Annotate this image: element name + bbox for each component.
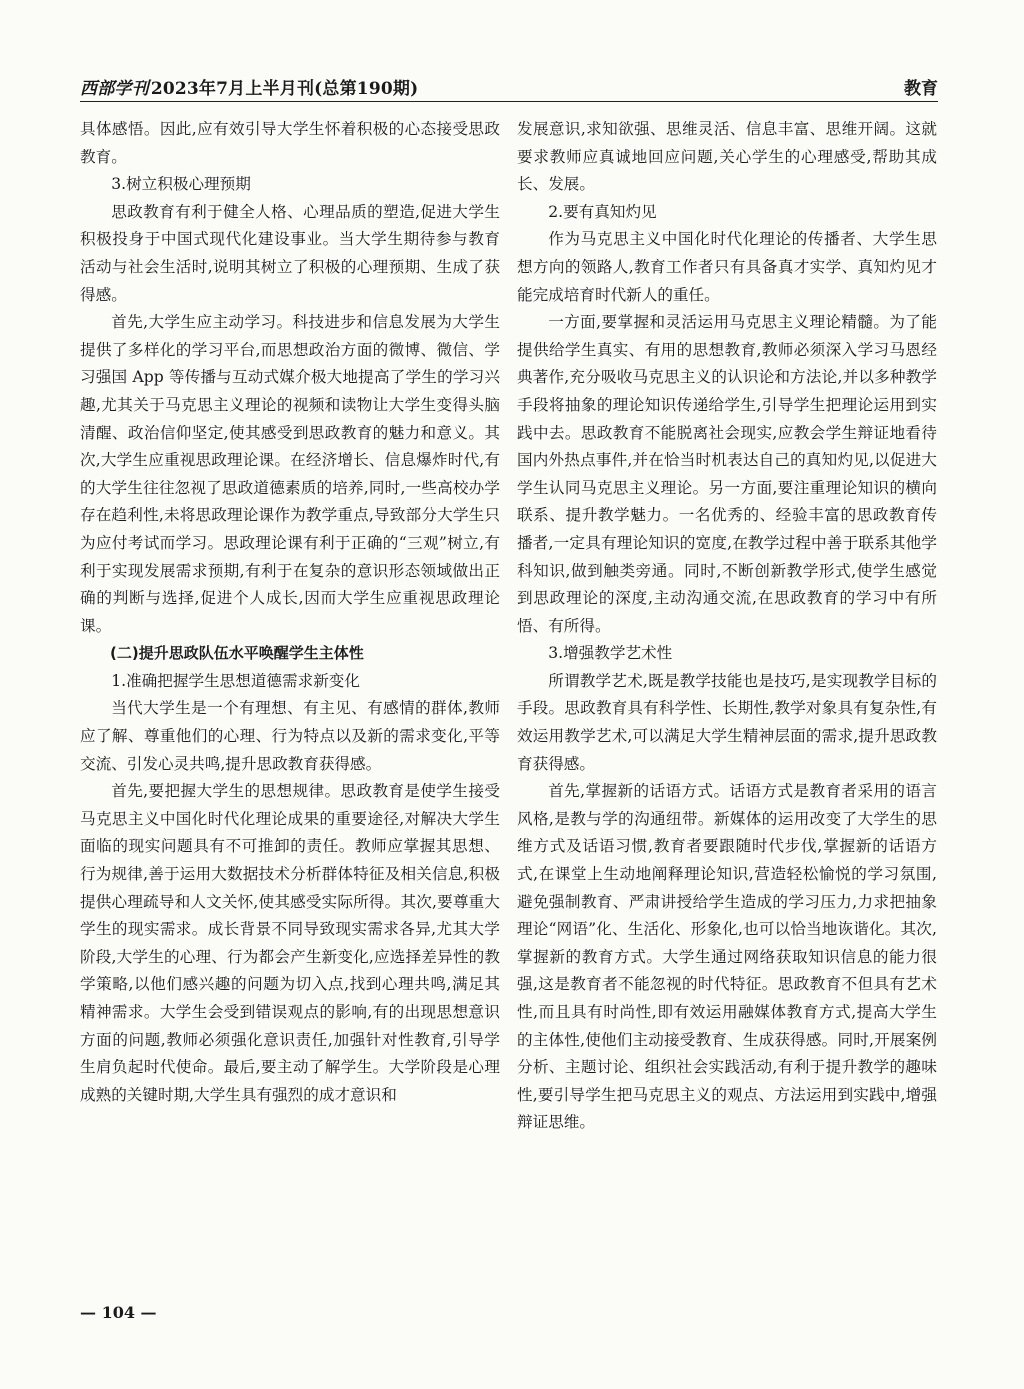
page-number: — 104 —	[80, 1303, 157, 1322]
paragraph: 作为马克思主义中国化时代化理论的传播者、大学生思想方向的领路人,教育工作者只有具备真才实学、真知灼见才能完成培育时代新人的重任。	[517, 230, 937, 304]
paragraph: 发展意识,求知欲强、思维灵活、信息丰富、思维开阔。这就要求教师应真诚地回应问题,关心学生的心理感受,帮助其成长、发展。	[517, 120, 937, 194]
section-label: 教育	[904, 79, 938, 99]
journal-logo: 西部学刊	[80, 79, 149, 99]
paragraph: 首先,大学生应主动学习。科技进步和信息发展为大学生提供了多样化的学习平台,而思想政治方面的微博、微信、学习强国 App 等传播与互动式媒介极大地提高了学生的学习兴趣,尤其关于马克思主义理论的视频和读物让大学生变得头脑清醒、政治信仰坚定,使其感受到思政教育的魅力和意义。其次,大学生应重视思政理论课。在经济增长、信息爆炸时代,有的大学生往往忽视了思政道德素质的培养,同时,一些高校办学存在趋利性,未将思政理论课作为教学重点,导致部分大学生只为应付考试而学习。思政理论课有利于正确的“三观”树立,有利于实现发展需求预期,有利于在复杂的意识形态领域做出正确的判断与选择,促进个人成长,因而大学生应重视思政理论课。	[80, 313, 500, 635]
header-rule	[80, 101, 938, 102]
paragraph: 具体感悟。因此,应有效引导大学生怀着积极的心态接受思政教育。	[80, 120, 500, 166]
paragraph: 思政教育有利于健全人格、心理品质的塑造,促进大学生积极投身于中国式现代化建设事业。当大学生期待参与教育活动与社会生活时,说明其树立了积极的心理预期、生成了获得感。	[80, 202, 500, 304]
paragraph: 首先,要把握大学生的思想规律。思政教育是使学生接受马克思主义中国化时代化理论成果的重要途径,对解决大学生面临的现实问题具有不可推卸的责任。教师应掌握其思想、行为规律,善于运用大数据技术分析群体特征及相关信息,积极提供心理疏导和人文关怀,使其感受实际所得。其次,要尊重大学生的现实需求。成长背景不同导致现实需求各异,尤其大学阶段,大学生的心理、行为都会产生新变化,应选择差异性的教学策略,以他们感兴趣的问题为切入点,找到心理共鸣,满足其精神需求。大学生会受到错误观点的影响,有的出现思想意识方面的问题,教师必须强化意识责任,加强针对性教育,引导学生肩负起时代使命。最后,要主动了解学生。大学阶段是心理成熟的关键时期,大学生具有强烈的成才意识和	[80, 782, 500, 1104]
subheading: 1.准确把握学生思想道德需求新变化	[111, 671, 360, 690]
paragraph: 当代大学生是一个有理想、有主见、有感情的群体,教师应了解、尊重他们的心理、行为特点以及新的需求变化,平等交流、引发心灵共鸣,提升思政教育获得感。	[80, 699, 500, 773]
subheading: 2.要有真知灼见	[548, 202, 657, 221]
page-header	[80, 70, 938, 104]
paragraph: 所谓教学艺术,既是教学技能也是技巧,是实现教学目标的手段。思政教育具有科学性、长期性,教学对象具有复杂性,有效运用教学艺术,可以满足大学生精神层面的需求,提升思政教育获得感。	[517, 671, 937, 773]
subheading: 3.增强教学艺术性	[548, 644, 673, 663]
section-heading: (二)提升思政队伍水平唤醒学生主体性	[110, 644, 364, 663]
right-column	[517, 116, 937, 1137]
journal-masthead	[80, 74, 418, 99]
issue-info: 2023年7月上半月刊(总第190期)	[150, 79, 419, 99]
left-column	[80, 116, 500, 1109]
paragraph: 首先,掌握新的话语方式。话语方式是教育者采用的语言风格,是教与学的沟通纽带。新媒体的运用改变了大学生的思维方式及话语习惯,教育者要跟随时代步伐,掌握新的话语方式,在课堂上生动地阐释理论知识,营造轻松愉悦的学习氛围,避免强制教育、严肃讲授给学生造成的学习压力,力求把抽象理论“网语”化、生活化、形象化,也可以恰当地诙谐化。其次,掌握新的教育方式。大学生通过网络获取知识信息的能力很强,这是教育者不能忽视的时代特征。思政教育不但具有艺术性,而且具有时尚性,即有效运用融媒体教育方式,提高大学生的主体性,使他们主动接受教育、生成获得感。同时,开展案例分析、主题讨论、组织社会实践活动,有利于提升教学的趣味性,要引导学生把马克思主义的观点、方法运用到实践中,增强辩证思维。	[517, 782, 937, 1132]
paragraph: 一方面,要掌握和灵活运用马克思主义理论精髓。为了能提供给学生真实、有用的思想教育,教师必须深入学习马恩经典著作,充分吸收马克思主义的认识论和方法论,并以多种教学手段将抽象的理论知识传递给学生,引导学生把理论运用到实践中去。思政教育不能脱离社会现实,应教会学生辩证地看待国内外热点事件,并在恰当时机表达自己的真知灼见,以促进大学生认同马克思主义理论。另一方面,要注重理论知识的横向联系、提升教学魅力。一名优秀的、经验丰富的思政教育传播者,一定具有理论知识的宽度,在教学过程中善于联系其他学科知识,做到触类旁通。同时,不断创新教学形式,使学生感觉到思政理论的深度,主动沟通交流,在思政教育的学习中有所悟、有所得。	[517, 313, 937, 635]
subheading: 3.树立积极心理预期	[111, 175, 251, 194]
